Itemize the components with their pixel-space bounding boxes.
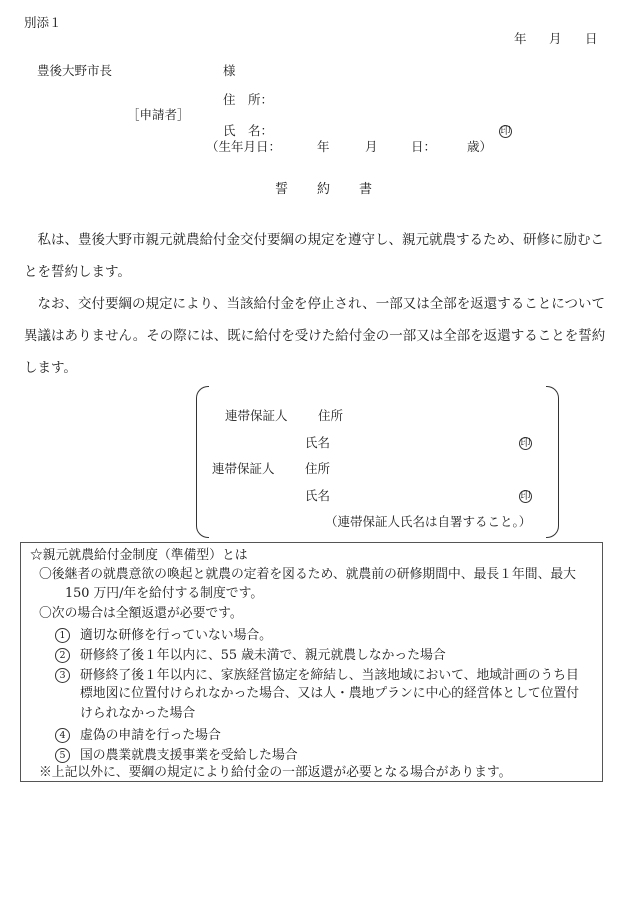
paragraph-1: 私は、豊後大野市親元就農給付金交付要綱の規定を遵守し、親元就農するため、研修に励むことを誓約します。 [24,232,604,280]
notes-heading: ☆親元就農給付金制度（準備型）とは [30,548,248,563]
notes-item-1-line-2: 150 万円/年を給付する制度です。 [65,586,264,601]
circled-number: 4 [55,728,70,743]
sub-item-text: 国の農業就農支援事業を受給した場合 [80,748,298,763]
applicant-address-label: 住 所： [223,92,274,107]
bracket-right [546,386,559,538]
attachment-label: 別添１ [24,15,62,30]
notes-sub-item-2 [55,648,446,663]
notes-item-1-line-1: 〇後継者の就農意欲の喚起と就農の定着を図るため、就農前の研修期間中、最長１年間、最大 [39,567,576,582]
notes-sub-item-1 [55,628,272,643]
seal-mark: 印 [520,491,531,502]
birth-day: 日： [411,139,437,154]
guarantor-2-name-label: 氏名 [305,488,331,503]
guarantor-1-name-label: 氏名 [305,435,331,450]
guarantor-note: （連帯保証人氏名は自署すること。） [325,514,532,529]
addressee-honorific: 様 [223,63,236,78]
date-year: 年 [514,31,527,46]
guarantor-1-address-label: 住所 [318,408,344,423]
sub-item-text: 研修終了後１年以内に、55 歳未満で、親元就農しなかった場合 [80,648,446,663]
document-title: 誓 約 書 [275,182,374,197]
birth-month: 月 [365,139,378,154]
circled-number: 1 [55,628,70,643]
guarantor-1-seal [519,436,532,450]
birth-open: （生年月日： [206,139,282,154]
circled-number: 5 [55,748,70,763]
date-day: 日 [585,31,598,46]
notes-footnote: ※上記以外に、要綱の規定により給付金の一部返還が必要となる場合があります。 [39,765,512,780]
guarantor-2-label: 連帯保証人 [212,461,275,476]
notes-sub-item-3 [55,668,579,683]
sub-item-text: 適切な研修を行っていない場合。 [80,628,272,643]
seal-mark: 印 [520,438,531,449]
body-text [24,224,606,384]
notes-sub-item-3-line-3: けられなかった場合 [80,706,196,721]
guarantor-2-address-label: 住所 [305,461,331,476]
seal-mark: 印 [500,126,511,137]
date-month: 月 [549,31,562,46]
guarantor-2-seal [519,489,532,503]
addressee-name: 豊後大野市長 [37,63,113,78]
sub-item-text: 虚偽の申請を行った場合 [80,728,221,743]
circled-number: 3 [55,668,70,683]
applicant-name-label: 氏 名： [223,123,274,138]
applicant-seal [499,124,512,138]
notes-sub-item-5 [55,748,298,763]
sub-item-text: 研修終了後１年以内に、家族経営協定を締結し、当該地域において、地域計画のうち目 [80,668,579,683]
guarantor-1-label: 連帯保証人 [225,408,288,423]
notes-sub-item-3-line-2: 標地図に位置付けられなかった場合、又は人・農地プランに中心的経営体として位置付 [80,686,580,701]
notes-sub-item-4 [55,728,221,743]
notes-box [20,542,603,782]
circled-number: 2 [55,648,70,663]
bracket-left [196,386,209,538]
birth-age: 歳） [467,139,493,154]
paragraph-2: なお、交付要綱の規定により、当該給付金を停止され、一部又は全部を返還することについて異議はありません。その際には、既に給付を受けた給付金の一部又は全部を返還することを誓約します。 [24,296,606,376]
applicant-bracket-label: ［申請者］ [127,107,190,122]
notes-item-2: 〇次の場合は全額返還が必要です。 [39,606,243,621]
birth-year: 年 [317,139,330,154]
